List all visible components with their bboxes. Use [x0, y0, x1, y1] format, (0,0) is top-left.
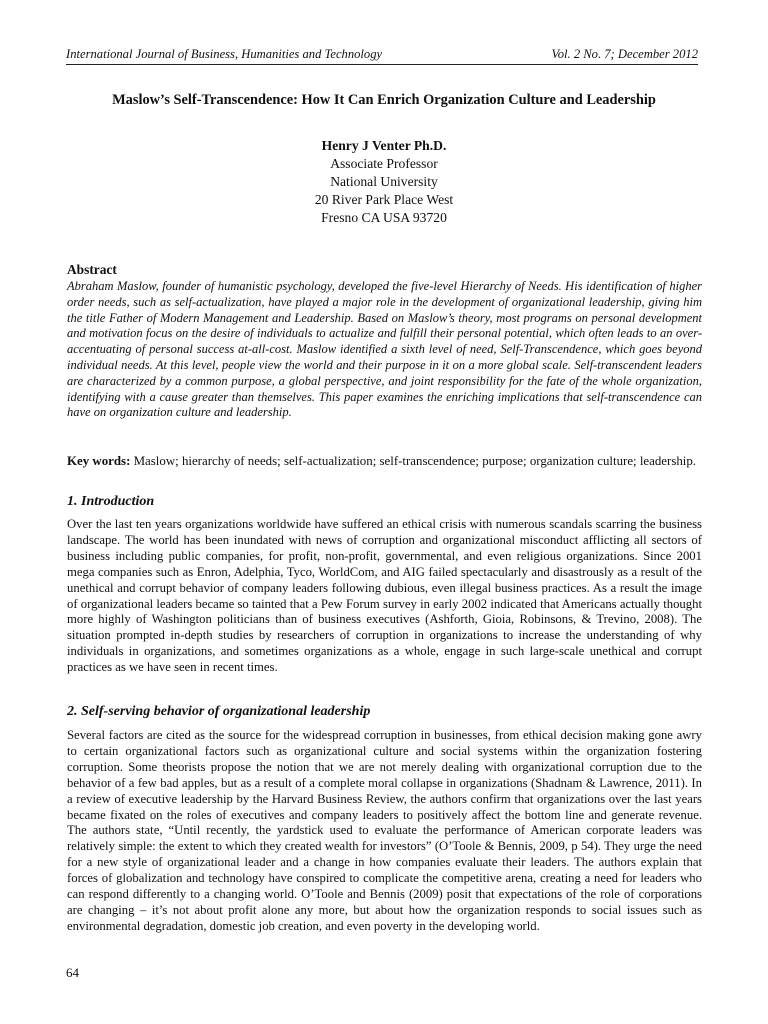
author-block [0, 137, 768, 227]
author-institution: National University [330, 174, 438, 189]
keywords-text: Maslow; hierarchy of needs; self-actualization; self-transcendence; purpose; organization culture; leadership. [130, 454, 697, 468]
keywords [67, 453, 702, 469]
abstract-heading: Abstract [67, 262, 117, 277]
author-position: Associate Professor [330, 156, 438, 171]
page-number: 64 [66, 965, 79, 980]
section-heading-self-serving: 2. Self-serving behavior of organizational leadership [67, 704, 371, 719]
running-header [66, 47, 698, 65]
volume-info: Vol. 2 No. 7; December 2012 [551, 47, 698, 61]
section-text-self-serving: Several factors are cited as the source for the widespread corruption in businesses, from ethical decision making gone awry to certain organizational factors such as organizational culture and social systems within the organization fostering corruption. Some theorists propose the notion that we are not merely dealing with organizational corruption due to the behavior of a few bad apples, but as a result of a complete moral collapse in organizations (Shadnam & Lawrence, 2011). In a review of executive leadership by the Harvard Business Review, the authors confirm that organizations over the last years became fixated on the roles of executives and company leaders to positively affect the bottom line and generate revenue. The authors state, “Until recently, the yardstick used to evaluate the performance of American corporate leaders was relatively simple: the extent to which they created wealth for investors” (O’Toole & Bennis, 2009, p 54). They urge the need for a new style of organizational leader and a change in how companies evaluate their leaders. The authors explain that forces of globalization and technology have conspired to complicate the competitive arena, creating a need for leaders who can respond differently to a changing world. O’Toole and Bennis (2009) posit that expectations of the role of corporations are changing – it’s not about profit alone any more, but about how the organization responds to social issues such as environmental degradation, domestic job creation, and even poverty in the developing world. [67, 728, 702, 933]
keywords-label: Key words: [67, 454, 131, 468]
journal-name: International Journal of Business, Humanities and Technology [66, 47, 383, 61]
author-city: Fresno CA USA 93720 [321, 210, 447, 225]
section-text-introduction: Over the last ten years organizations worldwide have suffered an ethical crisis with numerous scandals scarring the business landscape. The world has been inundated with news of corruption and organizational misconduct afflicting all sectors of business including public companies, for profit, non-profit, governmental, and even religious organizations. Since 2001 mega companies such as Enron, Adelphia, Tyco, WorldCom, and AIG failed spectacularly and disastrously as a result of the unethical and corrupt behavior of company leaders following dubious, even illegal business practices. As a result the image of organizational leaders became so tainted that a Pew Forum survey in early 2002 indicated that Americans actually thought more highly of Washington politicians than of business executives (Ashforth, Gioia, Robinsons, & Trevino, 2008). The situation prompted in-depth studies by researchers of corruption in organizations to increase the understanding of why individuals in organizations, and sometimes organizations as a whole, engage in such large-scale unethical and corrupt practices as we have seen in recent times. [67, 517, 702, 675]
paper-title: Maslow’s Self-Transcendence: How It Can Enrich Organization Culture and Leadership [112, 92, 656, 108]
author-name: Henry J Venter Ph.D. [321, 138, 447, 153]
abstract-text: Abraham Maslow, founder of humanistic psychology, developed the five-level Hierarchy of Needs. His identification of higher order needs, such as self-actualization, have played a major role in the development of organizational leadership, giving him the title Father of Modern Management and Leadership. Based on Maslow’s theory, most programs on personal development and motivation focus on the desire of individuals to actualize and fulfill their personal potential, which often leads to an over-accentuating of personal success at-all-cost. Maslow identified a sixth level of need, Self-Transcendence, which goes beyond individual needs. At this level, people view the world and their purpose in it on a more global scale. Self-transcendent leaders are characterized by a common purpose, a global perspective, and joint responsibility for the fate of the whole organization, identifying with a cause greater than themselves. This paper examines the enriching implications that self-transcendence can have on organization culture and leadership. [67, 279, 702, 420]
author-street: 20 River Park Place West [314, 192, 454, 207]
section-heading-introduction: 1. Introduction [67, 494, 155, 509]
